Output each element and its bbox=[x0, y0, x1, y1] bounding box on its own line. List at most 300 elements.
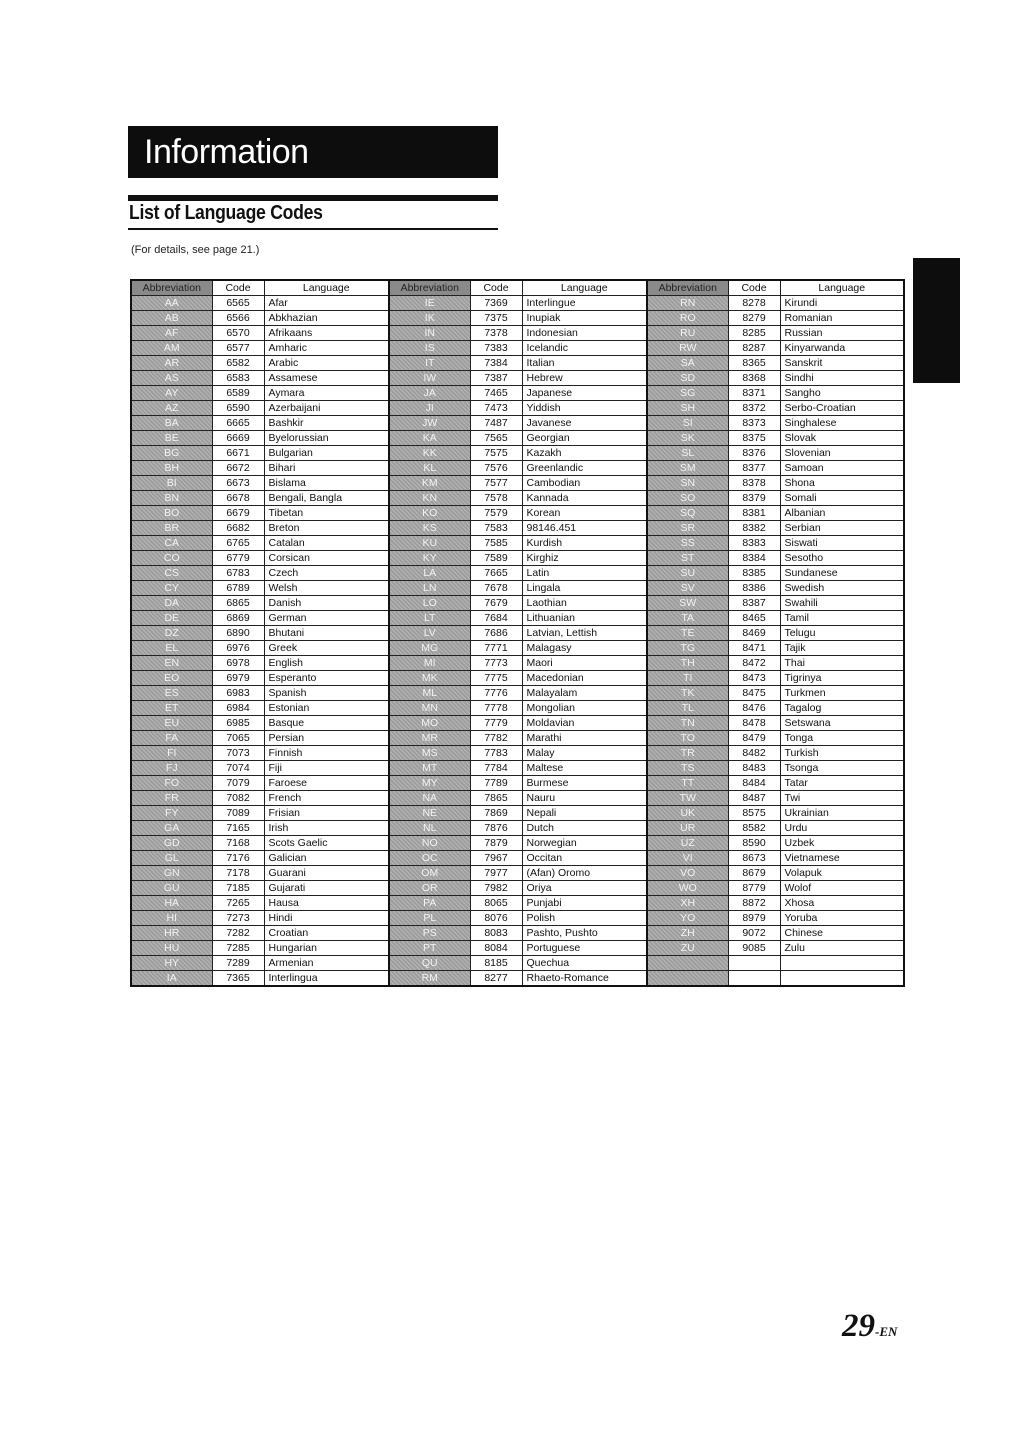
table-row bbox=[131, 461, 904, 476]
language-cell: Tibetan bbox=[264, 506, 389, 521]
abbreviation-cell: VO bbox=[647, 866, 728, 881]
abbreviation-cell: FR bbox=[131, 791, 212, 806]
code-cell: 6783 bbox=[212, 566, 264, 581]
abbreviation-cell: TS bbox=[647, 761, 728, 776]
language-cell: Korean bbox=[522, 506, 647, 521]
language-cell: Serbo-Croatian bbox=[780, 401, 904, 416]
abbreviation-cell: BG bbox=[131, 446, 212, 461]
table-row bbox=[131, 506, 904, 521]
code-cell: 7176 bbox=[212, 851, 264, 866]
language-cell: English bbox=[264, 656, 389, 671]
abbreviation-cell: OM bbox=[389, 866, 470, 881]
table-row bbox=[131, 701, 904, 716]
code-cell: 6979 bbox=[212, 671, 264, 686]
language-cell: French bbox=[264, 791, 389, 806]
code-cell: 7589 bbox=[470, 551, 522, 566]
abbreviation-cell: HR bbox=[131, 926, 212, 941]
abbreviation-cell: TH bbox=[647, 656, 728, 671]
abbreviation-cell: SS bbox=[647, 536, 728, 551]
language-cell: Bengali, Bangla bbox=[264, 491, 389, 506]
code-cell: 8979 bbox=[728, 911, 780, 926]
code-cell: 6589 bbox=[212, 386, 264, 401]
abbreviation-cell: GN bbox=[131, 866, 212, 881]
code-cell: 7168 bbox=[212, 836, 264, 851]
language-cell: Kirundi bbox=[780, 296, 904, 311]
table-row bbox=[131, 926, 904, 941]
code-cell: 8679 bbox=[728, 866, 780, 881]
table-row bbox=[131, 806, 904, 821]
language-cell: Twi bbox=[780, 791, 904, 806]
language-cell: Irish bbox=[264, 821, 389, 836]
column-header-language: Language bbox=[264, 280, 389, 296]
abbreviation-cell: EL bbox=[131, 641, 212, 656]
language-cell: Singhalese bbox=[780, 416, 904, 431]
abbreviation-cell: BE bbox=[131, 431, 212, 446]
abbreviation-cell: LV bbox=[389, 626, 470, 641]
abbreviation-cell: RU bbox=[647, 326, 728, 341]
abbreviation-cell: IT bbox=[389, 356, 470, 371]
language-cell: Macedonian bbox=[522, 671, 647, 686]
abbreviation-cell: AR bbox=[131, 356, 212, 371]
abbreviation-cell: BN bbox=[131, 491, 212, 506]
abbreviation-cell: AZ bbox=[131, 401, 212, 416]
table-row bbox=[131, 896, 904, 911]
code-cell: 8365 bbox=[728, 356, 780, 371]
abbreviation-cell: RM bbox=[389, 971, 470, 987]
language-cell: Hebrew bbox=[522, 371, 647, 386]
code-cell: 8473 bbox=[728, 671, 780, 686]
code-cell: 8285 bbox=[728, 326, 780, 341]
language-cell: Laothian bbox=[522, 596, 647, 611]
table-row bbox=[131, 401, 904, 416]
column-header-language: Language bbox=[780, 280, 904, 296]
abbreviation-cell: IS bbox=[389, 341, 470, 356]
code-cell: 8083 bbox=[470, 926, 522, 941]
section-banner bbox=[128, 126, 498, 178]
abbreviation-cell: FO bbox=[131, 776, 212, 791]
language-cell: Bashkir bbox=[264, 416, 389, 431]
abbreviation-cell: DA bbox=[131, 596, 212, 611]
abbreviation-cell: ZU bbox=[647, 941, 728, 956]
code-cell: 8278 bbox=[728, 296, 780, 311]
language-cell: Thai bbox=[780, 656, 904, 671]
abbreviation-cell: WO bbox=[647, 881, 728, 896]
language-cell: (Afan) Oromo bbox=[522, 866, 647, 881]
code-cell: 8279 bbox=[728, 311, 780, 326]
abbreviation-cell: FJ bbox=[131, 761, 212, 776]
abbreviation-cell: PA bbox=[389, 896, 470, 911]
code-cell: 7585 bbox=[470, 536, 522, 551]
abbreviation-cell: SH bbox=[647, 401, 728, 416]
table-row bbox=[131, 851, 904, 866]
table-row bbox=[131, 686, 904, 701]
language-cell: Quechua bbox=[522, 956, 647, 971]
language-cell: Catalan bbox=[264, 536, 389, 551]
code-cell: 7576 bbox=[470, 461, 522, 476]
language-cell: Hindi bbox=[264, 911, 389, 926]
code-cell: 7876 bbox=[470, 821, 522, 836]
language-cell: Tagalog bbox=[780, 701, 904, 716]
language-cell: Romanian bbox=[780, 311, 904, 326]
abbreviation-cell: TA bbox=[647, 611, 728, 626]
language-cell: Turkmen bbox=[780, 686, 904, 701]
abbreviation-cell: CS bbox=[131, 566, 212, 581]
table-row bbox=[131, 521, 904, 536]
language-cell: Occitan bbox=[522, 851, 647, 866]
code-cell: 7074 bbox=[212, 761, 264, 776]
code-cell: 7178 bbox=[212, 866, 264, 881]
language-cell: Lingala bbox=[522, 581, 647, 596]
language-cell: Inupiak bbox=[522, 311, 647, 326]
abbreviation-cell: XH bbox=[647, 896, 728, 911]
code-cell bbox=[728, 971, 780, 987]
table-row bbox=[131, 716, 904, 731]
code-cell: 7789 bbox=[470, 776, 522, 791]
abbreviation-cell: GU bbox=[131, 881, 212, 896]
language-cell: Bhutani bbox=[264, 626, 389, 641]
code-cell: 8378 bbox=[728, 476, 780, 491]
abbreviation-cell: KN bbox=[389, 491, 470, 506]
code-cell bbox=[728, 956, 780, 971]
abbreviation-cell: TL bbox=[647, 701, 728, 716]
code-cell: 8287 bbox=[728, 341, 780, 356]
abbreviation-cell: KA bbox=[389, 431, 470, 446]
language-cell: Samoan bbox=[780, 461, 904, 476]
code-cell: 6672 bbox=[212, 461, 264, 476]
table-row bbox=[131, 536, 904, 551]
code-cell: 8371 bbox=[728, 386, 780, 401]
language-cell: Malayalam bbox=[522, 686, 647, 701]
code-cell: 6983 bbox=[212, 686, 264, 701]
code-cell: 8065 bbox=[470, 896, 522, 911]
language-cell: Greenlandic bbox=[522, 461, 647, 476]
abbreviation-cell: SG bbox=[647, 386, 728, 401]
abbreviation-cell: IE bbox=[389, 296, 470, 311]
language-cell: Sanskrit bbox=[780, 356, 904, 371]
code-cell: 7679 bbox=[470, 596, 522, 611]
code-cell: 7473 bbox=[470, 401, 522, 416]
abbreviation-cell: BH bbox=[131, 461, 212, 476]
code-cell: 7465 bbox=[470, 386, 522, 401]
table-row bbox=[131, 971, 904, 987]
abbreviation-cell: EO bbox=[131, 671, 212, 686]
abbreviation-cell: DE bbox=[131, 611, 212, 626]
language-cell: Hausa bbox=[264, 896, 389, 911]
abbreviation-cell: TW bbox=[647, 791, 728, 806]
abbreviation-cell: EN bbox=[131, 656, 212, 671]
code-cell: 7678 bbox=[470, 581, 522, 596]
code-cell: 6665 bbox=[212, 416, 264, 431]
code-cell: 8465 bbox=[728, 611, 780, 626]
language-cell: Kazakh bbox=[522, 446, 647, 461]
language-cell: Setswana bbox=[780, 716, 904, 731]
code-cell: 6582 bbox=[212, 356, 264, 371]
abbreviation-cell: UK bbox=[647, 806, 728, 821]
code-cell: 8590 bbox=[728, 836, 780, 851]
table-row bbox=[131, 881, 904, 896]
language-cell: Tigrinya bbox=[780, 671, 904, 686]
language-cell: Italian bbox=[522, 356, 647, 371]
table-row bbox=[131, 581, 904, 596]
language-cell: Interlingue bbox=[522, 296, 647, 311]
language-cell: Galician bbox=[264, 851, 389, 866]
abbreviation-cell: AM bbox=[131, 341, 212, 356]
abbreviation-cell: FY bbox=[131, 806, 212, 821]
language-cell: Kirghiz bbox=[522, 551, 647, 566]
language-cell: Portuguese bbox=[522, 941, 647, 956]
table-row bbox=[131, 326, 904, 341]
abbreviation-cell: NE bbox=[389, 806, 470, 821]
code-cell: 7073 bbox=[212, 746, 264, 761]
abbreviation-cell: SR bbox=[647, 521, 728, 536]
code-cell: 7375 bbox=[470, 311, 522, 326]
table-row bbox=[131, 296, 904, 311]
code-cell: 7879 bbox=[470, 836, 522, 851]
code-cell: 8487 bbox=[728, 791, 780, 806]
page-number-suffix: -EN bbox=[875, 1324, 898, 1339]
language-cell: Faroese bbox=[264, 776, 389, 791]
language-cell: Russian bbox=[780, 326, 904, 341]
code-cell: 8376 bbox=[728, 446, 780, 461]
language-cell: Malagasy bbox=[522, 641, 647, 656]
language-cell: Estonian bbox=[264, 701, 389, 716]
abbreviation-cell: ST bbox=[647, 551, 728, 566]
column-header-code: Code bbox=[728, 280, 780, 296]
language-cell: Persian bbox=[264, 731, 389, 746]
abbreviation-cell: AA bbox=[131, 296, 212, 311]
language-cell: Bihari bbox=[264, 461, 389, 476]
abbreviation-cell: KO bbox=[389, 506, 470, 521]
abbreviation-cell: LA bbox=[389, 566, 470, 581]
code-cell: 8372 bbox=[728, 401, 780, 416]
language-cell: Afar bbox=[264, 296, 389, 311]
code-cell: 6789 bbox=[212, 581, 264, 596]
language-cell: Tatar bbox=[780, 776, 904, 791]
language-cell: Sindhi bbox=[780, 371, 904, 386]
language-cell: Telugu bbox=[780, 626, 904, 641]
table-row bbox=[131, 566, 904, 581]
abbreviation-cell bbox=[647, 956, 728, 971]
code-cell: 8185 bbox=[470, 956, 522, 971]
abbreviation-cell: AS bbox=[131, 371, 212, 386]
table-row bbox=[131, 761, 904, 776]
abbreviation-cell: IW bbox=[389, 371, 470, 386]
abbreviation-cell: JI bbox=[389, 401, 470, 416]
language-cell: Moldavian bbox=[522, 716, 647, 731]
abbreviation-cell: MR bbox=[389, 731, 470, 746]
code-cell: 6590 bbox=[212, 401, 264, 416]
language-cell: Lithuanian bbox=[522, 611, 647, 626]
language-cell: Amharic bbox=[264, 341, 389, 356]
code-cell: 6678 bbox=[212, 491, 264, 506]
language-cell: Somali bbox=[780, 491, 904, 506]
abbreviation-cell: MS bbox=[389, 746, 470, 761]
abbreviation-cell: SN bbox=[647, 476, 728, 491]
abbreviation-cell: DZ bbox=[131, 626, 212, 641]
table-row bbox=[131, 656, 904, 671]
language-cell: Swedish bbox=[780, 581, 904, 596]
column-header-language: Language bbox=[522, 280, 647, 296]
language-cell: Bulgarian bbox=[264, 446, 389, 461]
abbreviation-cell: CO bbox=[131, 551, 212, 566]
abbreviation-cell: PS bbox=[389, 926, 470, 941]
abbreviation-cell: IA bbox=[131, 971, 212, 987]
code-cell: 7967 bbox=[470, 851, 522, 866]
language-cell: Sundanese bbox=[780, 566, 904, 581]
code-cell: 7487 bbox=[470, 416, 522, 431]
table-row bbox=[131, 311, 904, 326]
abbreviation-cell: VI bbox=[647, 851, 728, 866]
language-cell: Shona bbox=[780, 476, 904, 491]
code-cell: 6682 bbox=[212, 521, 264, 536]
language-cell: Croatian bbox=[264, 926, 389, 941]
abbreviation-cell: LT bbox=[389, 611, 470, 626]
language-cell: Tonga bbox=[780, 731, 904, 746]
language-cell: German bbox=[264, 611, 389, 626]
language-cell: Swahili bbox=[780, 596, 904, 611]
code-cell: 7384 bbox=[470, 356, 522, 371]
code-cell: 7383 bbox=[470, 341, 522, 356]
code-cell: 7285 bbox=[212, 941, 264, 956]
code-cell: 9085 bbox=[728, 941, 780, 956]
code-cell: 7982 bbox=[470, 881, 522, 896]
language-cell: Zulu bbox=[780, 941, 904, 956]
language-cell: Urdu bbox=[780, 821, 904, 836]
abbreviation-cell: HU bbox=[131, 941, 212, 956]
table-row bbox=[131, 416, 904, 431]
code-cell: 8084 bbox=[470, 941, 522, 956]
language-cell: Mongolian bbox=[522, 701, 647, 716]
abbreviation-cell: SK bbox=[647, 431, 728, 446]
abbreviation-cell: OR bbox=[389, 881, 470, 896]
code-cell: 7082 bbox=[212, 791, 264, 806]
abbreviation-cell: RW bbox=[647, 341, 728, 356]
abbreviation-cell: NL bbox=[389, 821, 470, 836]
language-cell: Kinyarwanda bbox=[780, 341, 904, 356]
code-cell: 7565 bbox=[470, 431, 522, 446]
abbreviation-cell: UR bbox=[647, 821, 728, 836]
language-cell: Kannada bbox=[522, 491, 647, 506]
abbreviation-cell: BI bbox=[131, 476, 212, 491]
code-cell: 8575 bbox=[728, 806, 780, 821]
abbreviation-cell: ZH bbox=[647, 926, 728, 941]
table-row bbox=[131, 821, 904, 836]
language-cell: Georgian bbox=[522, 431, 647, 446]
language-cell: Abkhazian bbox=[264, 311, 389, 326]
language-cell: Chinese bbox=[780, 926, 904, 941]
code-cell: 7773 bbox=[470, 656, 522, 671]
language-cell: Serbian bbox=[780, 521, 904, 536]
abbreviation-cell: RO bbox=[647, 311, 728, 326]
language-cell: Uzbek bbox=[780, 836, 904, 851]
abbreviation-cell: IK bbox=[389, 311, 470, 326]
code-cell: 8482 bbox=[728, 746, 780, 761]
code-cell: 7775 bbox=[470, 671, 522, 686]
code-cell: 7378 bbox=[470, 326, 522, 341]
code-cell: 6583 bbox=[212, 371, 264, 386]
language-cell: Oriya bbox=[522, 881, 647, 896]
abbreviation-cell: LN bbox=[389, 581, 470, 596]
language-cell: Corsican bbox=[264, 551, 389, 566]
code-cell: 7771 bbox=[470, 641, 522, 656]
code-cell: 6976 bbox=[212, 641, 264, 656]
abbreviation-cell: HI bbox=[131, 911, 212, 926]
code-cell: 8379 bbox=[728, 491, 780, 506]
code-cell: 8383 bbox=[728, 536, 780, 551]
abbreviation-cell: TR bbox=[647, 746, 728, 761]
abbreviation-cell: GD bbox=[131, 836, 212, 851]
reference-note: (For details, see page 21.) bbox=[131, 244, 260, 256]
language-cell: Javanese bbox=[522, 416, 647, 431]
language-cell: Greek bbox=[264, 641, 389, 656]
language-cell: Assamese bbox=[264, 371, 389, 386]
language-cell: Azerbaijani bbox=[264, 401, 389, 416]
table-row bbox=[131, 836, 904, 851]
abbreviation-cell: BA bbox=[131, 416, 212, 431]
language-cell: Punjabi bbox=[522, 896, 647, 911]
code-cell: 8373 bbox=[728, 416, 780, 431]
table-row bbox=[131, 611, 904, 626]
code-cell: 7869 bbox=[470, 806, 522, 821]
abbreviation-cell: MK bbox=[389, 671, 470, 686]
abbreviation-cell: SU bbox=[647, 566, 728, 581]
code-cell: 8484 bbox=[728, 776, 780, 791]
abbreviation-cell: MN bbox=[389, 701, 470, 716]
code-cell: 8483 bbox=[728, 761, 780, 776]
table-row bbox=[131, 941, 904, 956]
language-cell: Latin bbox=[522, 566, 647, 581]
column-header-code: Code bbox=[470, 280, 522, 296]
language-cell: Cambodian bbox=[522, 476, 647, 491]
table-header-row bbox=[131, 280, 904, 296]
language-cell: Slovenian bbox=[780, 446, 904, 461]
language-code-table bbox=[130, 279, 905, 987]
abbreviation-cell: AB bbox=[131, 311, 212, 326]
language-cell: Wolof bbox=[780, 881, 904, 896]
code-cell: 7783 bbox=[470, 746, 522, 761]
table-row bbox=[131, 386, 904, 401]
code-cell: 7089 bbox=[212, 806, 264, 821]
abbreviation-cell: KS bbox=[389, 521, 470, 536]
table-body bbox=[131, 296, 904, 987]
code-cell: 6577 bbox=[212, 341, 264, 356]
abbreviation-cell: NO bbox=[389, 836, 470, 851]
language-cell: Fiji bbox=[264, 761, 389, 776]
language-cell: Maltese bbox=[522, 761, 647, 776]
table-row bbox=[131, 731, 904, 746]
language-cell: 98146.451 bbox=[522, 521, 647, 536]
language-cell: Ukrainian bbox=[780, 806, 904, 821]
language-cell: Latvian, Lettish bbox=[522, 626, 647, 641]
code-cell: 7265 bbox=[212, 896, 264, 911]
heading-rule-bottom bbox=[128, 228, 498, 230]
table-row bbox=[131, 551, 904, 566]
code-cell: 8386 bbox=[728, 581, 780, 596]
code-cell: 7273 bbox=[212, 911, 264, 926]
column-header-code: Code bbox=[212, 280, 264, 296]
abbreviation-cell: ML bbox=[389, 686, 470, 701]
code-cell: 6565 bbox=[212, 296, 264, 311]
code-cell: 8377 bbox=[728, 461, 780, 476]
language-cell: Nepali bbox=[522, 806, 647, 821]
language-cell: Afrikaans bbox=[264, 326, 389, 341]
abbreviation-cell: PT bbox=[389, 941, 470, 956]
abbreviation-cell: UZ bbox=[647, 836, 728, 851]
language-cell: Sesotho bbox=[780, 551, 904, 566]
abbreviation-cell: YO bbox=[647, 911, 728, 926]
code-cell: 7583 bbox=[470, 521, 522, 536]
abbreviation-cell: FA bbox=[131, 731, 212, 746]
